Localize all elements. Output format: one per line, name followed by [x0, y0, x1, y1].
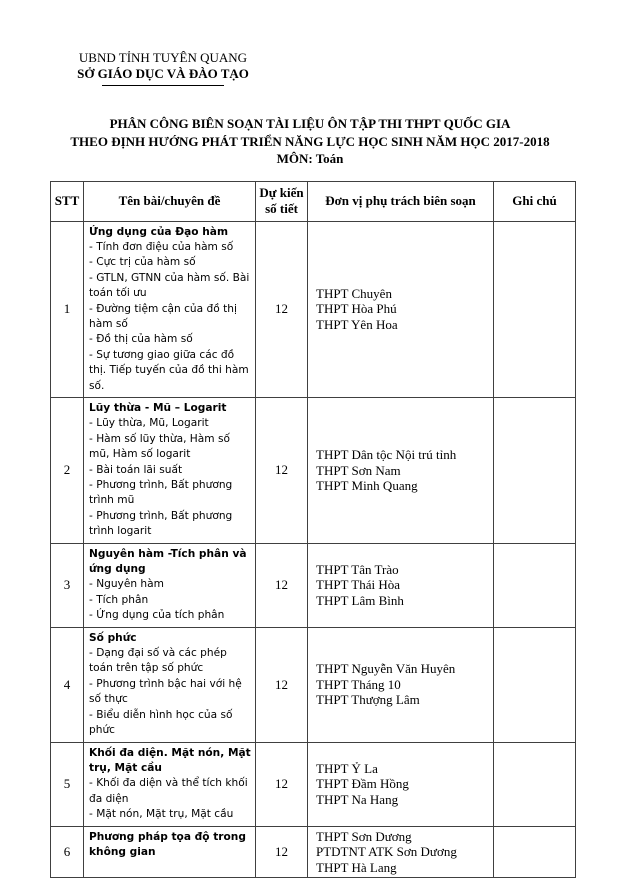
table-row [51, 742, 576, 826]
unit-item: THPT Tân Trào [316, 561, 399, 577]
topic-title: Khối đa diện. Mặt nón, Mặt trụ, Mặt cầu [89, 746, 251, 774]
note-cell [494, 742, 576, 826]
unit-item: THPT Sơn Nam [316, 462, 401, 478]
units-cell [308, 397, 494, 543]
topic-cell [84, 742, 256, 826]
periods-cell: 12 [256, 826, 308, 878]
table-row [51, 221, 576, 397]
note-cell [494, 221, 576, 397]
periods-cell: 12 [256, 397, 308, 543]
topic-title: Nguyên hàm -Tích phân và ứng dụng [89, 547, 247, 576]
note-cell [494, 627, 576, 742]
topic-item: - Đồ thị của hàm số [89, 333, 193, 346]
topic-item: - Mặt nón, Mặt trụ, Mặt cầu [89, 808, 234, 821]
units-cell [308, 627, 494, 742]
column-header-stt: STT [51, 181, 84, 221]
topic-cell [84, 826, 256, 878]
unit-item: THPT Tháng 10 [316, 676, 401, 692]
table-row [51, 397, 576, 543]
table-row [51, 826, 576, 878]
topic-item: - Hàm số lũy thừa, Hàm số mũ, Hàm số logarit [89, 432, 230, 461]
note-cell [494, 397, 576, 543]
unit-item: THPT Na Hang [316, 791, 399, 807]
topic-cell [84, 397, 256, 543]
topic-item: - Dạng đại số và các phép toán trên tập số phức [89, 647, 227, 675]
periods-cell: 12 [256, 221, 308, 397]
assignment-table [50, 181, 576, 879]
topic-item: - Bài toán lãi suất [89, 463, 183, 476]
row-number-cell: 1 [51, 221, 84, 397]
row-number-cell: 3 [51, 543, 84, 627]
row-number-cell: 6 [51, 826, 84, 878]
topic-item: - GTLN, GTNN của hàm số. Bài toán tối ưu [89, 271, 250, 300]
topic-title: Số phức [89, 631, 137, 644]
unit-item: THPT Hòa Phú [316, 301, 397, 317]
topic-title: Lũy thừa - Mũ – Logarit [89, 401, 227, 414]
units-cell [308, 543, 494, 627]
unit-item: THPT Sơn Dương [316, 828, 412, 844]
topic-item: - Nguyên hàm [89, 578, 164, 591]
column-header-topic: Tên bài/chuyên đề [84, 181, 256, 221]
row-number-cell: 4 [51, 627, 84, 742]
org-name-line2: SỞ GIÁO DỤC VÀ ĐÀO TẠO [77, 66, 249, 81]
unit-item: THPT Lâm Bình [316, 592, 404, 608]
org-underline-divider [102, 85, 224, 86]
row-number-cell: 5 [51, 742, 84, 826]
unit-item: THPT Yên Hoa [316, 316, 398, 332]
column-header-units: Đơn vị phụ trách biên soạn [308, 181, 494, 221]
note-cell [494, 826, 576, 878]
unit-item: THPT Chuyên [316, 285, 392, 301]
unit-item: THPT Đầm Hồng [316, 776, 409, 792]
table-row [51, 627, 576, 742]
unit-item: THPT Thượng Lâm [316, 692, 420, 708]
periods-cell: 12 [256, 627, 308, 742]
units-cell [308, 742, 494, 826]
unit-item: PTDTNT ATK Sơn Dương [316, 844, 457, 860]
table-row [51, 543, 576, 627]
row-number-cell: 2 [51, 397, 84, 543]
topic-item: - Ứng dụng của tích phân [89, 609, 225, 622]
periods-cell: 12 [256, 543, 308, 627]
table-header-row [51, 181, 576, 221]
note-cell [494, 543, 576, 627]
org-name-line1: UBND TỈNH TUYÊN QUANG [78, 50, 248, 65]
units-cell [308, 826, 494, 878]
title-line2: THEO ĐỊNH HƯỚNG PHÁT TRIỂN NĂNG LỰC HỌC SINH NĂM HỌC 2017-2018 [70, 133, 550, 149]
unit-item: THPT Minh Quang [316, 478, 418, 494]
topic-item: - Phương trình, Bất phương trình mũ [89, 479, 233, 507]
unit-item: THPT Hà Lang [316, 859, 397, 875]
topic-item: - Tính đơn điệu của hàm số [89, 240, 234, 253]
topic-item: - Khối đa diện và thể tích khối đa diện [89, 777, 248, 805]
topic-cell [84, 543, 256, 627]
topic-item: - Phương trình bậc hai với hệ số thực [89, 677, 242, 706]
topic-item: - Đường tiệm cận của đồ thị hàm số [89, 302, 237, 330]
org-header [58, 50, 268, 86]
topic-item: - Tích phân [89, 593, 149, 606]
periods-cell: 12 [256, 742, 308, 826]
topic-cell [84, 221, 256, 397]
topic-item: - Cực trị của hàm số [89, 256, 196, 269]
topic-item: - Lũy thừa, Mũ, Logarit [89, 417, 209, 430]
units-cell [308, 221, 494, 397]
topic-cell [84, 627, 256, 742]
unit-item: THPT Thái Hòa [316, 577, 401, 593]
table-body [51, 221, 576, 878]
topic-item: - Biểu diễn hình học của số phức [89, 708, 233, 737]
unit-item: THPT Nguyễn Văn Huyên [316, 661, 456, 677]
unit-item: THPT Dân tộc Nội trú tỉnh [316, 447, 457, 463]
column-header-periods: Dự kiến số tiết [256, 181, 308, 221]
column-header-note: Ghi chú [494, 181, 576, 221]
topic-title: Ứng dụng của Đạo hàm [89, 225, 228, 238]
title-line1: PHÂN CÔNG BIÊN SOẠN TÀI LIỆU ÔN TẬP THI THPT QUỐC GIA [109, 116, 511, 131]
topic-title: Phương pháp tọa độ trong không gian [89, 830, 246, 858]
unit-item: THPT Ỷ La [316, 760, 378, 776]
title-line3: MÔN: Toán [276, 151, 344, 166]
topic-item: - Sự tương giao giữa các đồ thị. Tiếp tuyến của đồ thi hàm số. [89, 348, 249, 392]
topic-item: - Phương trình, Bất phương trình logarit [89, 509, 233, 538]
document-title [0, 115, 620, 168]
